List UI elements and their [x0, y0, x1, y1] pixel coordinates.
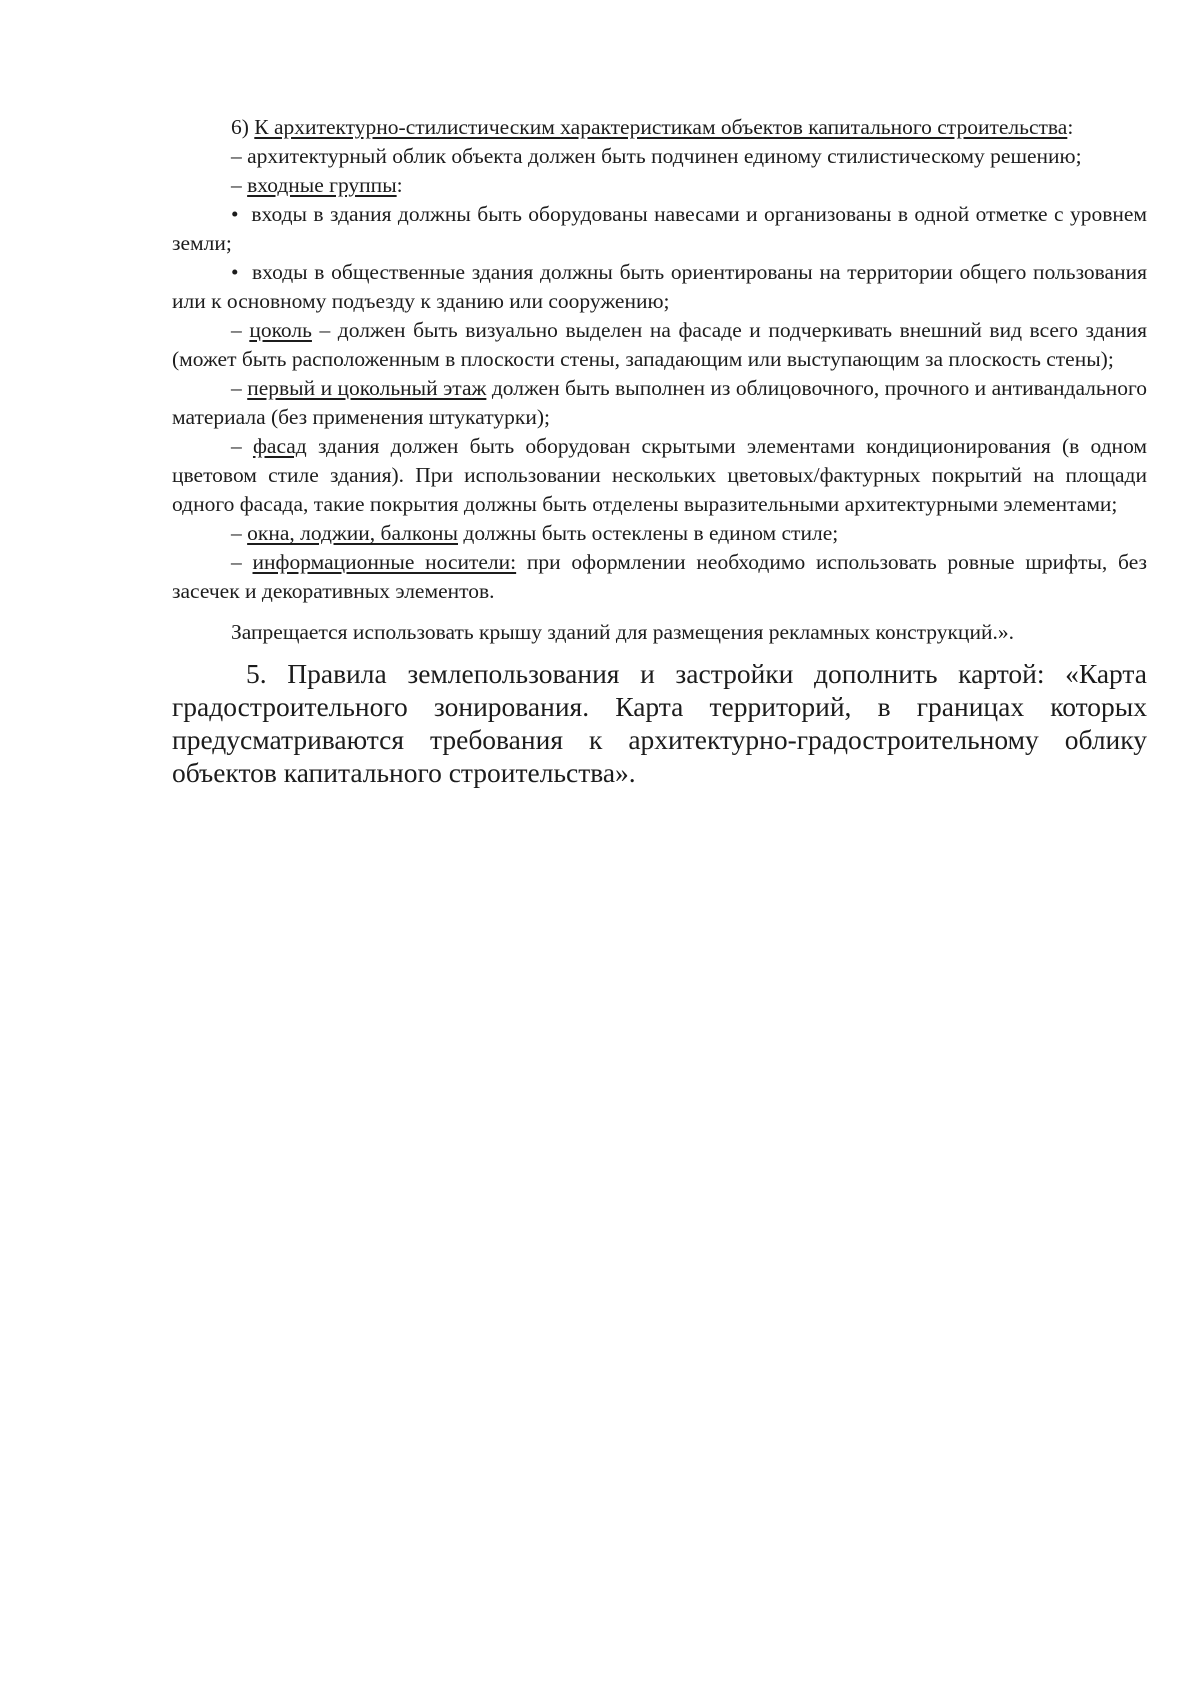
section-5-paragraph: 5. Правила землепользования и застройки дополнить картой: «Карта градостроительного зонирования. Карта территорий, в границах которых предусматриваются требования к архитектурно-градостроительному облику объектов капитального строительства». [172, 658, 1147, 788]
item-prefix: – [231, 173, 248, 197]
item-underlined: информационные носители: [252, 550, 517, 574]
item-underlined: цоколь [249, 318, 312, 342]
item-info-carriers [172, 548, 1147, 606]
item-prefix: – [231, 521, 248, 545]
bullet-icon: • [231, 260, 252, 284]
bullet-public-entrances [172, 258, 1147, 316]
item-architectural-appearance: – архитектурный облик объекта должен быть подчинен единому стилистическому решению; [231, 144, 1082, 168]
heading-prefix: 6) [231, 115, 255, 139]
item-entrance-groups [172, 171, 1147, 200]
bullet-text: входы в здания должны быть оборудованы навесами и организованы в одной отметке с уровнем земли; [172, 202, 1147, 255]
heading-underlined: К архитектурно-стилистическим характеристикам объектов капитального строительства [254, 115, 1068, 139]
section-5-block [172, 657, 1147, 789]
section-6-heading [172, 113, 1147, 142]
prohibition-text: Запрещается использовать крышу зданий для размещения рекламных конструкций.». [231, 620, 1014, 644]
item-suffix: должны быть остеклены в едином стиле; [458, 521, 839, 545]
item-prefix: – [231, 318, 250, 342]
section-6-block [172, 113, 1147, 647]
item-suffix: при оформлении необходимо использовать ровные шрифты, без засечек и декоративных элементов. [172, 550, 1148, 603]
item-suffix: должен быть выполнен из облицовочного, прочного и антивандального материала (без применения штукатурки); [172, 376, 1148, 429]
item-facade [172, 432, 1147, 519]
item-prefix: – [231, 376, 248, 400]
item-prefix: – [231, 550, 253, 574]
item-suffix: – должен быть визуально выделен на фасаде и подчеркивать внешний вид всего здания (может быть расположенным в плоскости стены, западающим или выступающим за плоскость стены); [172, 318, 1148, 371]
item-first-floor [172, 374, 1147, 432]
item-suffix: : [396, 173, 403, 197]
document-page [172, 113, 1147, 789]
bullet-icon: • [231, 202, 252, 226]
bullet-entrances-canopies [172, 200, 1147, 258]
spacer [172, 606, 1147, 618]
item-suffix: здания должен быть оборудован скрытыми элементами кондиционирования (в одном цветовом стиле здания). При использовании нескольких цветовых/фактурных покрытий на площади одного фасада, такие покрытия должны быть отделены выразительными архитектурными элементами; [172, 434, 1148, 516]
spacer [172, 647, 1147, 657]
item-underlined: фасад [252, 434, 307, 458]
item-underlined: первый и цокольный этаж [247, 376, 487, 400]
item-underlined: окна, лоджии, балконы [247, 521, 458, 545]
bullet-text: входы в общественные здания должны быть ориентированы на территории общего пользования или к основному подъезду к зданию или сооружению; [172, 260, 1147, 313]
item-prefix: – [231, 434, 253, 458]
item-underlined: входные группы [247, 173, 397, 197]
item-windows [172, 519, 1147, 548]
heading-suffix: : [1067, 115, 1074, 139]
item-plinth [172, 316, 1147, 374]
